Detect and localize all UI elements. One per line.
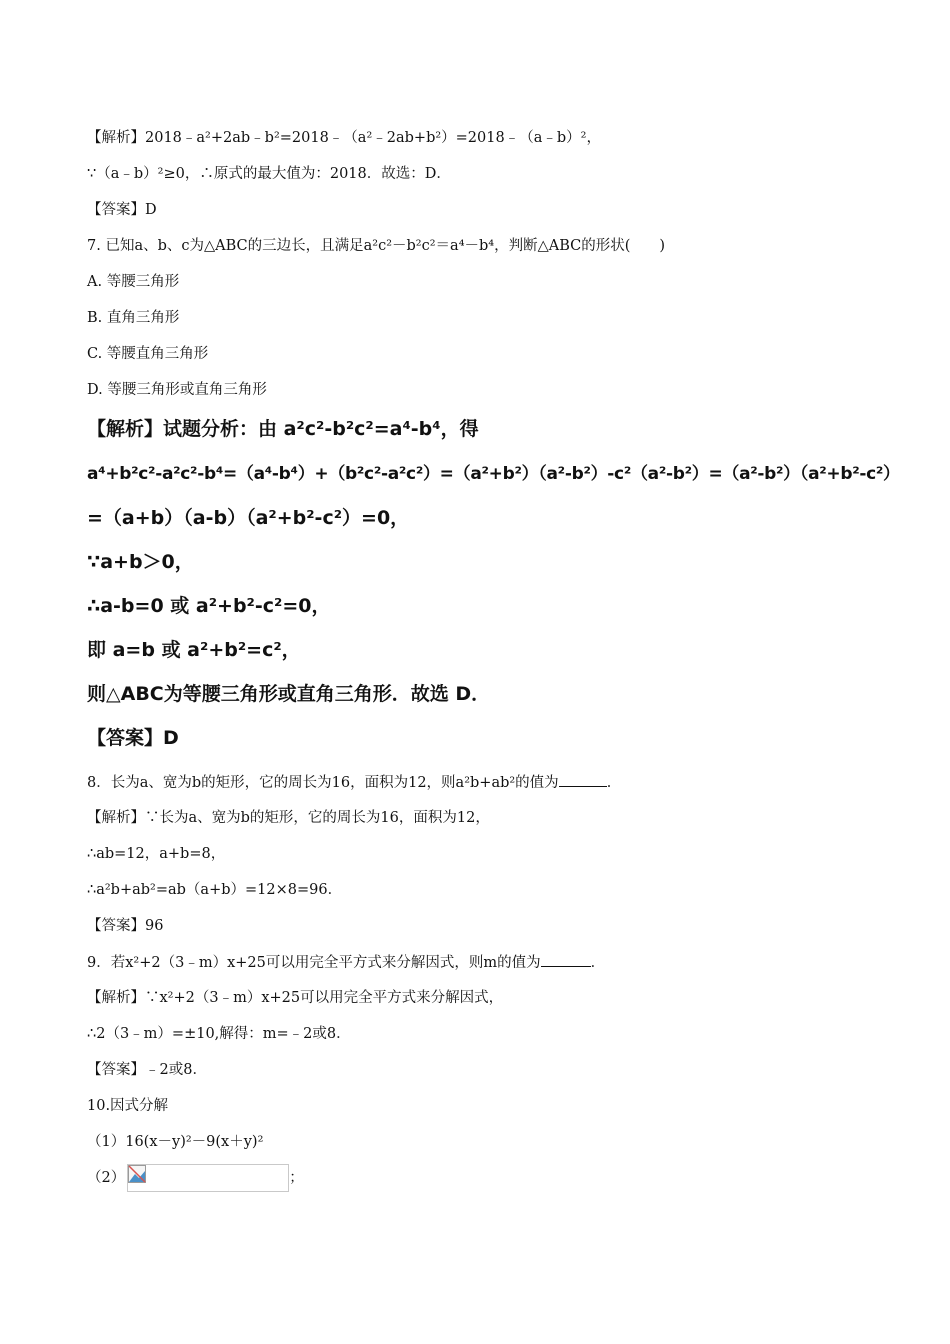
question-8-end: ． [606, 775, 622, 791]
solution-image-line: ∴a-b=0 或 a²+b²-c²=0， [87, 595, 331, 617]
answer-blank [541, 952, 591, 967]
solution-line: 【解析】∵x²+2（3﹣m）x+25可以用完全平方式来分解因式， [87, 990, 504, 1006]
option-a: A. 等腰三角形 [87, 274, 180, 290]
answer-image-line: 【答案】D [87, 727, 179, 749]
answer-line: 【答案】﹣2或8． [87, 1062, 207, 1078]
question-10-part-2 [87, 1164, 304, 1192]
option-b: B. 直角三角形 [87, 310, 180, 326]
option-c: C. 等腰直角三角形 [87, 346, 209, 362]
solution-line: ∵（a﹣b）²≥0，∴原式的最大值为：2018．故选：D． [87, 166, 451, 182]
solution-line: ∴a²b+ab²=ab（a+b）=12×8=96． [87, 882, 343, 898]
question-9-end: ． [590, 955, 606, 971]
option-d: D. 等腰三角形或直角三角形 [87, 382, 267, 398]
part-2-end: ； [289, 1170, 304, 1186]
solution-image-line: a⁴+b²c²-a²c²-b⁴=（a⁴-b⁴）+（b²c²-a²c²）=（a²+b²）（a²-b²）-c²（a²-b²）=（a²-b²）（a²+b²-c²） [87, 464, 900, 484]
broken-image-placeholder [127, 1164, 289, 1192]
solution-image-line: 则△ABC为等腰三角形或直角三角形．故选 D． [87, 683, 491, 705]
question-7: 7. 已知a、b、c为△ABC的三边长，且满足a²c²－b²c²＝a⁴－b⁴，判断△ABC的形状( ) [87, 238, 666, 254]
question-8 [87, 772, 621, 793]
solution-line: 【解析】∵长为a、宽为b的矩形，它的周长为16，面积为12， [87, 810, 490, 826]
broken-image-icon [128, 1165, 146, 1183]
part-2-label: （2） [87, 1170, 126, 1186]
solution-line: ∴2（3﹣m）=±10,解得：m=﹣2或8． [87, 1026, 351, 1042]
question-10-part-1: （1）16(x－y)²－9(x＋y)² [87, 1134, 264, 1150]
solution-image-line: =（a+b）（a-b）（a²+b²-c²）=0， [87, 507, 410, 529]
question-9-text: 9．若x²+2（3﹣m）x+25可以用完全平方式来分解因式，则m的值为 [87, 955, 541, 971]
answer-blank [559, 772, 607, 787]
solution-image-line: ∵a+b＞0， [87, 551, 194, 573]
question-10: 10.因式分解 [87, 1098, 169, 1114]
answer-line: 【答案】96 [87, 918, 164, 934]
question-8-text: 8．长为a、宽为b的矩形，它的周长为16，面积为12，则a²b+ab²的值为 [87, 775, 559, 791]
question-9 [87, 952, 605, 973]
solution-line: ∴ab=12，a+b=8， [87, 846, 226, 862]
solution-image-line: 【解析】试题分析：由 a²c²-b²c²=a⁴-b⁴，得 [87, 418, 479, 440]
solution-image-line: 即 a=b 或 a²+b²=c²， [87, 639, 301, 661]
answer-line: 【答案】D [87, 202, 157, 218]
solution-line: 【解析】2018﹣a²+2ab﹣b²=2018﹣（a²﹣2ab+b²）=2018﹣（a﹣b）²， [87, 130, 601, 146]
